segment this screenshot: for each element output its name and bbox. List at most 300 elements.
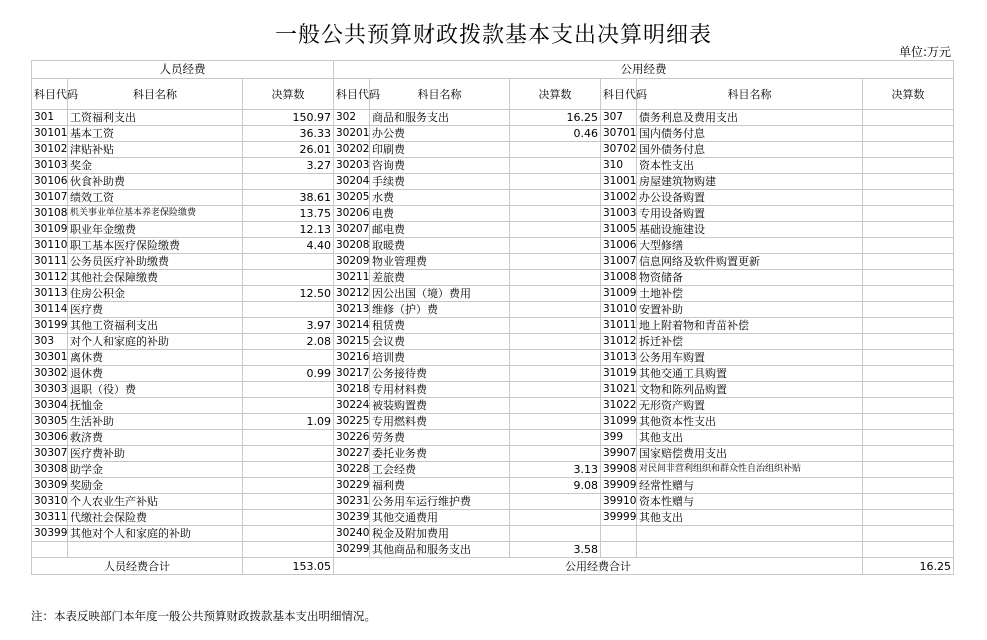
amount-cell: 16.25 — [510, 110, 601, 126]
amount-cell — [510, 158, 601, 174]
subject-name-cell: 公务用车购置 — [637, 350, 863, 366]
amount-cell — [510, 366, 601, 382]
subject-name-cell: 办公费 — [370, 126, 510, 142]
amount-cell — [510, 510, 601, 526]
amount-cell: 0.46 — [510, 126, 601, 142]
name-header: 科目名称 — [370, 79, 510, 110]
subject-name-cell: 信息网络及软件购置更新 — [637, 254, 863, 270]
subject-code-cell: 31021 — [601, 382, 637, 398]
table-row — [32, 254, 954, 270]
subject-name-cell: 离休费 — [68, 350, 243, 366]
table-row — [32, 318, 954, 334]
subject-name-cell: 房屋建筑物购建 — [637, 174, 863, 190]
subject-code-cell: 307 — [601, 110, 637, 126]
subject-code-cell: 31013 — [601, 350, 637, 366]
subject-name-cell: 商品和服务支出 — [370, 110, 510, 126]
table-row — [32, 366, 954, 382]
subject-name-cell: 退休费 — [68, 366, 243, 382]
subject-name-cell — [637, 542, 863, 558]
subject-code-cell: 30309 — [32, 478, 68, 494]
subject-name-cell: 其他支出 — [637, 510, 863, 526]
amount-cell — [510, 430, 601, 446]
amount-cell — [243, 542, 334, 558]
amount-cell — [243, 478, 334, 494]
subject-name-cell: 国外债务付息 — [637, 142, 863, 158]
subject-name-cell: 伙食补助费 — [68, 174, 243, 190]
table-row — [32, 302, 954, 318]
subject-code-cell: 30224 — [334, 398, 370, 414]
subject-code-cell: 30114 — [32, 302, 68, 318]
subject-code-cell: 31007 — [601, 254, 637, 270]
subject-code-cell: 301 — [32, 110, 68, 126]
subject-code-cell: 30101 — [32, 126, 68, 142]
subject-code-cell: 30207 — [334, 222, 370, 238]
public-total-value: 16.25 — [863, 558, 954, 575]
amount-cell — [243, 430, 334, 446]
table-row — [32, 286, 954, 302]
subject-name-cell: 住房公积金 — [68, 286, 243, 302]
table-row — [32, 494, 954, 510]
subject-code-cell: 30216 — [334, 350, 370, 366]
subject-code-cell — [32, 542, 68, 558]
subject-code-cell: 30399 — [32, 526, 68, 542]
subject-name-cell: 救济费 — [68, 430, 243, 446]
unit-label: 单位:万元 — [898, 45, 951, 59]
amount-cell — [863, 190, 954, 206]
table-row — [32, 414, 954, 430]
table-row — [32, 190, 954, 206]
subject-name-cell: 劳务费 — [370, 430, 510, 446]
subject-code-cell: 30204 — [334, 174, 370, 190]
amount-cell — [243, 350, 334, 366]
subject-name-cell: 拆迁补偿 — [637, 334, 863, 350]
table-row — [32, 206, 954, 222]
subject-code-cell: 30211 — [334, 270, 370, 286]
amount-cell — [510, 238, 601, 254]
subject-name-cell: 其他社会保障缴费 — [68, 270, 243, 286]
subject-name-cell: 医疗费补助 — [68, 446, 243, 462]
subject-code-cell: 30203 — [334, 158, 370, 174]
table-row — [32, 478, 954, 494]
amount-cell — [510, 222, 601, 238]
amount-cell — [863, 494, 954, 510]
subject-code-cell: 30199 — [32, 318, 68, 334]
amount-cell — [863, 254, 954, 270]
amount-header: 决算数 — [510, 79, 601, 110]
subject-code-cell — [601, 542, 637, 558]
public-header: 公用经费 — [334, 61, 954, 79]
subject-name-cell: 专用燃料费 — [370, 414, 510, 430]
subject-name-cell: 大型修缮 — [637, 238, 863, 254]
subject-name-cell: 其他资本性支出 — [637, 414, 863, 430]
amount-cell — [510, 286, 601, 302]
table-row — [32, 238, 954, 254]
subject-code-cell: 30110 — [32, 238, 68, 254]
subject-name-cell: 取暖费 — [370, 238, 510, 254]
subject-code-cell: 30214 — [334, 318, 370, 334]
subject-name-cell: 办公设备购置 — [637, 190, 863, 206]
subject-name-cell: 奖金 — [68, 158, 243, 174]
subject-name-cell: 基本工资 — [68, 126, 243, 142]
subject-name-cell: 债务利息及费用支出 — [637, 110, 863, 126]
amount-cell — [510, 206, 601, 222]
amount-cell — [863, 430, 954, 446]
amount-cell — [243, 494, 334, 510]
subject-name-cell: 抚恤金 — [68, 398, 243, 414]
subject-name-cell — [68, 542, 243, 558]
subject-code-cell: 31010 — [601, 302, 637, 318]
subject-name-cell: 差旅费 — [370, 270, 510, 286]
subject-code-cell: 31012 — [601, 334, 637, 350]
amount-cell — [863, 238, 954, 254]
subject-name-cell: 手续费 — [370, 174, 510, 190]
subject-name-cell: 工资福利支出 — [68, 110, 243, 126]
amount-cell — [243, 382, 334, 398]
amount-cell — [243, 270, 334, 286]
subject-name-cell: 物资储备 — [637, 270, 863, 286]
amount-cell: 38.61 — [243, 190, 334, 206]
amount-cell: 3.13 — [510, 462, 601, 478]
subject-name-cell: 绩效工资 — [68, 190, 243, 206]
subject-name-cell: 其他交通工具购置 — [637, 366, 863, 382]
personnel-header: 人员经费 — [32, 61, 334, 79]
subject-code-cell: 30212 — [334, 286, 370, 302]
subject-name-cell: 委托业务费 — [370, 446, 510, 462]
amount-cell: 12.50 — [243, 286, 334, 302]
subject-code-cell: 30209 — [334, 254, 370, 270]
table-row — [32, 382, 954, 398]
amount-cell: 3.27 — [243, 158, 334, 174]
subject-name-cell: 对民间非营利组织和群众性自治组织补贴 — [637, 462, 863, 478]
subject-name-cell: 退职（役）费 — [68, 382, 243, 398]
subject-code-cell: 30303 — [32, 382, 68, 398]
amount-cell — [863, 142, 954, 158]
amount-cell — [863, 350, 954, 366]
subject-code-cell: 30102 — [32, 142, 68, 158]
public-total-label: 公用经费合计 — [334, 558, 863, 575]
subject-name-cell: 培训费 — [370, 350, 510, 366]
subject-name-cell: 资本性赠与 — [637, 494, 863, 510]
subject-code-cell: 399 — [601, 430, 637, 446]
subject-name-cell: 咨询费 — [370, 158, 510, 174]
subject-code-cell: 30225 — [334, 414, 370, 430]
subject-code-cell: 31005 — [601, 222, 637, 238]
subject-name-cell: 助学金 — [68, 462, 243, 478]
subject-code-cell: 31009 — [601, 286, 637, 302]
subject-name-cell: 无形资产购置 — [637, 398, 863, 414]
subject-name-cell: 印刷费 — [370, 142, 510, 158]
amount-cell — [510, 302, 601, 318]
subject-code-cell: 30301 — [32, 350, 68, 366]
subject-code-cell: 31008 — [601, 270, 637, 286]
amount-cell — [863, 542, 954, 558]
subject-code-cell: 39999 — [601, 510, 637, 526]
amount-cell — [863, 462, 954, 478]
amount-cell — [243, 526, 334, 542]
subject-name-cell: 奖励金 — [68, 478, 243, 494]
subject-name-cell: 对个人和家庭的补助 — [68, 334, 243, 350]
subject-code-cell: 31019 — [601, 366, 637, 382]
subject-code-cell: 39908 — [601, 462, 637, 478]
amount-cell — [510, 142, 601, 158]
amount-cell — [510, 350, 601, 366]
amount-cell: 26.01 — [243, 142, 334, 158]
subject-code-cell: 30202 — [334, 142, 370, 158]
amount-cell — [863, 126, 954, 142]
subject-code-cell: 30306 — [32, 430, 68, 446]
subject-code-cell: 39907 — [601, 446, 637, 462]
subject-code-cell: 39909 — [601, 478, 637, 494]
code-header: 科目代码 — [334, 79, 370, 110]
subject-code-cell: 30305 — [32, 414, 68, 430]
subject-code-cell: 30299 — [334, 542, 370, 558]
subject-name-cell: 其他商品和服务支出 — [370, 542, 510, 558]
subject-code-cell: 31011 — [601, 318, 637, 334]
amount-cell: 0.99 — [243, 366, 334, 382]
subject-name-cell: 职工基本医疗保险缴费 — [68, 238, 243, 254]
name-header: 科目名称 — [637, 79, 863, 110]
subject-code-cell: 30215 — [334, 334, 370, 350]
amount-cell — [863, 478, 954, 494]
amount-cell — [243, 174, 334, 190]
subject-name-cell: 税金及附加费用 — [370, 526, 510, 542]
subject-code-cell: 30213 — [334, 302, 370, 318]
name-header: 科目名称 — [68, 79, 243, 110]
subject-name-cell: 电费 — [370, 206, 510, 222]
subject-name-cell: 专用材料费 — [370, 382, 510, 398]
subject-code-cell: 30112 — [32, 270, 68, 286]
subject-name-cell: 国内债务付息 — [637, 126, 863, 142]
subject-code-cell: 30206 — [334, 206, 370, 222]
amount-cell — [863, 366, 954, 382]
subject-name-cell: 安置补助 — [637, 302, 863, 318]
subject-code-cell: 30227 — [334, 446, 370, 462]
table-row — [32, 398, 954, 414]
amount-cell — [510, 398, 601, 414]
subject-name-cell: 福利费 — [370, 478, 510, 494]
amount-cell — [510, 526, 601, 542]
amount-cell — [243, 302, 334, 318]
amount-cell — [510, 382, 601, 398]
subject-name-cell: 因公出国（境）费用 — [370, 286, 510, 302]
subject-name-cell: 水费 — [370, 190, 510, 206]
table-row — [32, 110, 954, 126]
amount-cell — [510, 190, 601, 206]
table-row — [32, 334, 954, 350]
table-row — [32, 462, 954, 478]
table-row — [32, 142, 954, 158]
subject-code-cell: 30311 — [32, 510, 68, 526]
subject-code-cell: 30217 — [334, 366, 370, 382]
amount-cell: 9.08 — [510, 478, 601, 494]
amount-cell — [863, 286, 954, 302]
subject-code-cell: 31099 — [601, 414, 637, 430]
total-row — [32, 558, 954, 575]
subject-code-cell: 31003 — [601, 206, 637, 222]
table-row — [32, 126, 954, 142]
amount-cell — [863, 446, 954, 462]
amount-cell — [510, 270, 601, 286]
page-title: 一般公共预算财政拨款基本支出决算明细表 — [274, 23, 712, 48]
subject-code-cell: 30310 — [32, 494, 68, 510]
amount-cell — [243, 398, 334, 414]
personnel-total-label: 人员经费合计 — [32, 558, 243, 575]
subject-name-cell: 个人农业生产补贴 — [68, 494, 243, 510]
subject-name-cell: 被装购置费 — [370, 398, 510, 414]
amount-cell — [510, 334, 601, 350]
subject-name-cell: 医疗费 — [68, 302, 243, 318]
budget-table — [31, 60, 954, 575]
table-row — [32, 510, 954, 526]
subject-code-cell: 30218 — [334, 382, 370, 398]
subject-code-cell: 30228 — [334, 462, 370, 478]
subject-code-cell: 31006 — [601, 238, 637, 254]
amount-cell — [510, 174, 601, 190]
subject-code-cell: 30201 — [334, 126, 370, 142]
subject-code-cell: 30226 — [334, 430, 370, 446]
amount-cell — [243, 510, 334, 526]
subject-code-cell: 39910 — [601, 494, 637, 510]
subject-name-cell: 生活补助 — [68, 414, 243, 430]
subject-code-cell: 30304 — [32, 398, 68, 414]
amount-cell: 1.09 — [243, 414, 334, 430]
code-header: 科目代码 — [601, 79, 637, 110]
table-row — [32, 542, 954, 558]
subject-name-cell: 工会经费 — [370, 462, 510, 478]
subject-code-cell: 30302 — [32, 366, 68, 382]
table-row — [32, 446, 954, 462]
table-row — [32, 222, 954, 238]
table-row — [32, 350, 954, 366]
subject-code-cell: 30208 — [334, 238, 370, 254]
amount-cell: 2.08 — [243, 334, 334, 350]
table-row — [32, 174, 954, 190]
subject-name-cell: 公务接待费 — [370, 366, 510, 382]
amount-cell — [863, 526, 954, 542]
subject-name-cell: 邮电费 — [370, 222, 510, 238]
subject-name-cell: 物业管理费 — [370, 254, 510, 270]
subject-code-cell: 31001 — [601, 174, 637, 190]
code-header: 科目代码 — [32, 79, 68, 110]
subject-code-cell: 30308 — [32, 462, 68, 478]
amount-cell — [863, 334, 954, 350]
subject-name-cell: 其他交通费用 — [370, 510, 510, 526]
subject-name-cell: 代缴社会保险费 — [68, 510, 243, 526]
subject-code-cell: 30229 — [334, 478, 370, 494]
amount-cell — [863, 302, 954, 318]
subject-name-cell: 国家赔偿费用支出 — [637, 446, 863, 462]
amount-cell — [243, 462, 334, 478]
subject-name-cell: 机关事业单位基本养老保险缴费 — [68, 206, 243, 222]
amount-cell: 150.97 — [243, 110, 334, 126]
amount-cell — [863, 318, 954, 334]
subject-code-cell: 30231 — [334, 494, 370, 510]
subject-name-cell: 地上附着物和青苗补偿 — [637, 318, 863, 334]
subject-code-cell: 30109 — [32, 222, 68, 238]
amount-cell — [243, 446, 334, 462]
subject-code-cell: 30108 — [32, 206, 68, 222]
subject-name-cell: 土地补偿 — [637, 286, 863, 302]
subject-code-cell: 30307 — [32, 446, 68, 462]
amount-cell: 4.40 — [243, 238, 334, 254]
amount-cell — [863, 414, 954, 430]
amount-cell: 36.33 — [243, 126, 334, 142]
amount-cell: 3.58 — [510, 542, 601, 558]
amount-cell — [863, 222, 954, 238]
subject-code-cell — [601, 526, 637, 542]
amount-header: 决算数 — [863, 79, 954, 110]
subject-name-cell: 职业年金缴费 — [68, 222, 243, 238]
subject-name-cell: 专用设备购置 — [637, 206, 863, 222]
subject-name-cell: 会议费 — [370, 334, 510, 350]
amount-cell — [863, 382, 954, 398]
subject-code-cell: 30107 — [32, 190, 68, 206]
subject-name-cell: 公务用车运行维护费 — [370, 494, 510, 510]
amount-cell — [863, 158, 954, 174]
subject-name-cell: 基础设施建设 — [637, 222, 863, 238]
subject-code-cell: 30701 — [601, 126, 637, 142]
amount-cell — [510, 446, 601, 462]
table-row — [32, 158, 954, 174]
subject-name-cell: 津贴补贴 — [68, 142, 243, 158]
amount-cell: 13.75 — [243, 206, 334, 222]
amount-cell — [863, 206, 954, 222]
subject-code-cell: 303 — [32, 334, 68, 350]
subject-name-cell: 经常性赠与 — [637, 478, 863, 494]
subject-code-cell: 30240 — [334, 526, 370, 542]
subject-name-cell: 文物和陈列品购置 — [637, 382, 863, 398]
amount-cell: 3.97 — [243, 318, 334, 334]
amount-cell: 12.13 — [243, 222, 334, 238]
subject-name-cell: 公务员医疗补助缴费 — [68, 254, 243, 270]
subject-code-cell: 31022 — [601, 398, 637, 414]
amount-header: 决算数 — [243, 79, 334, 110]
subject-code-cell: 30239 — [334, 510, 370, 526]
amount-cell — [510, 414, 601, 430]
amount-cell — [863, 110, 954, 126]
amount-cell — [510, 254, 601, 270]
subject-name-cell: 其他支出 — [637, 430, 863, 446]
subject-name-cell — [637, 526, 863, 542]
table-row — [32, 270, 954, 286]
amount-cell — [243, 254, 334, 270]
personnel-total-value: 153.05 — [243, 558, 334, 575]
subject-name-cell: 维修（护）费 — [370, 302, 510, 318]
subject-name-cell: 资本性支出 — [637, 158, 863, 174]
subject-code-cell: 30113 — [32, 286, 68, 302]
subject-code-cell: 31002 — [601, 190, 637, 206]
subject-name-cell: 其他工资福利支出 — [68, 318, 243, 334]
subject-name-cell: 租赁费 — [370, 318, 510, 334]
amount-cell — [863, 174, 954, 190]
group-header-row — [32, 61, 954, 79]
amount-cell — [863, 510, 954, 526]
amount-cell — [863, 398, 954, 414]
subject-code-cell: 310 — [601, 158, 637, 174]
amount-cell — [863, 270, 954, 286]
amount-cell — [510, 494, 601, 510]
subject-code-cell: 302 — [334, 110, 370, 126]
subject-name-cell: 其他对个人和家庭的补助 — [68, 526, 243, 542]
subject-code-cell: 30205 — [334, 190, 370, 206]
subject-code-cell: 30111 — [32, 254, 68, 270]
table-row — [32, 430, 954, 446]
footnote: 注：本表反映部门本年度一般公共预算财政拨款基本支出明细情况。 — [31, 609, 376, 623]
column-header-row — [32, 79, 954, 110]
subject-code-cell: 30702 — [601, 142, 637, 158]
subject-code-cell: 30103 — [32, 158, 68, 174]
table-row — [32, 526, 954, 542]
